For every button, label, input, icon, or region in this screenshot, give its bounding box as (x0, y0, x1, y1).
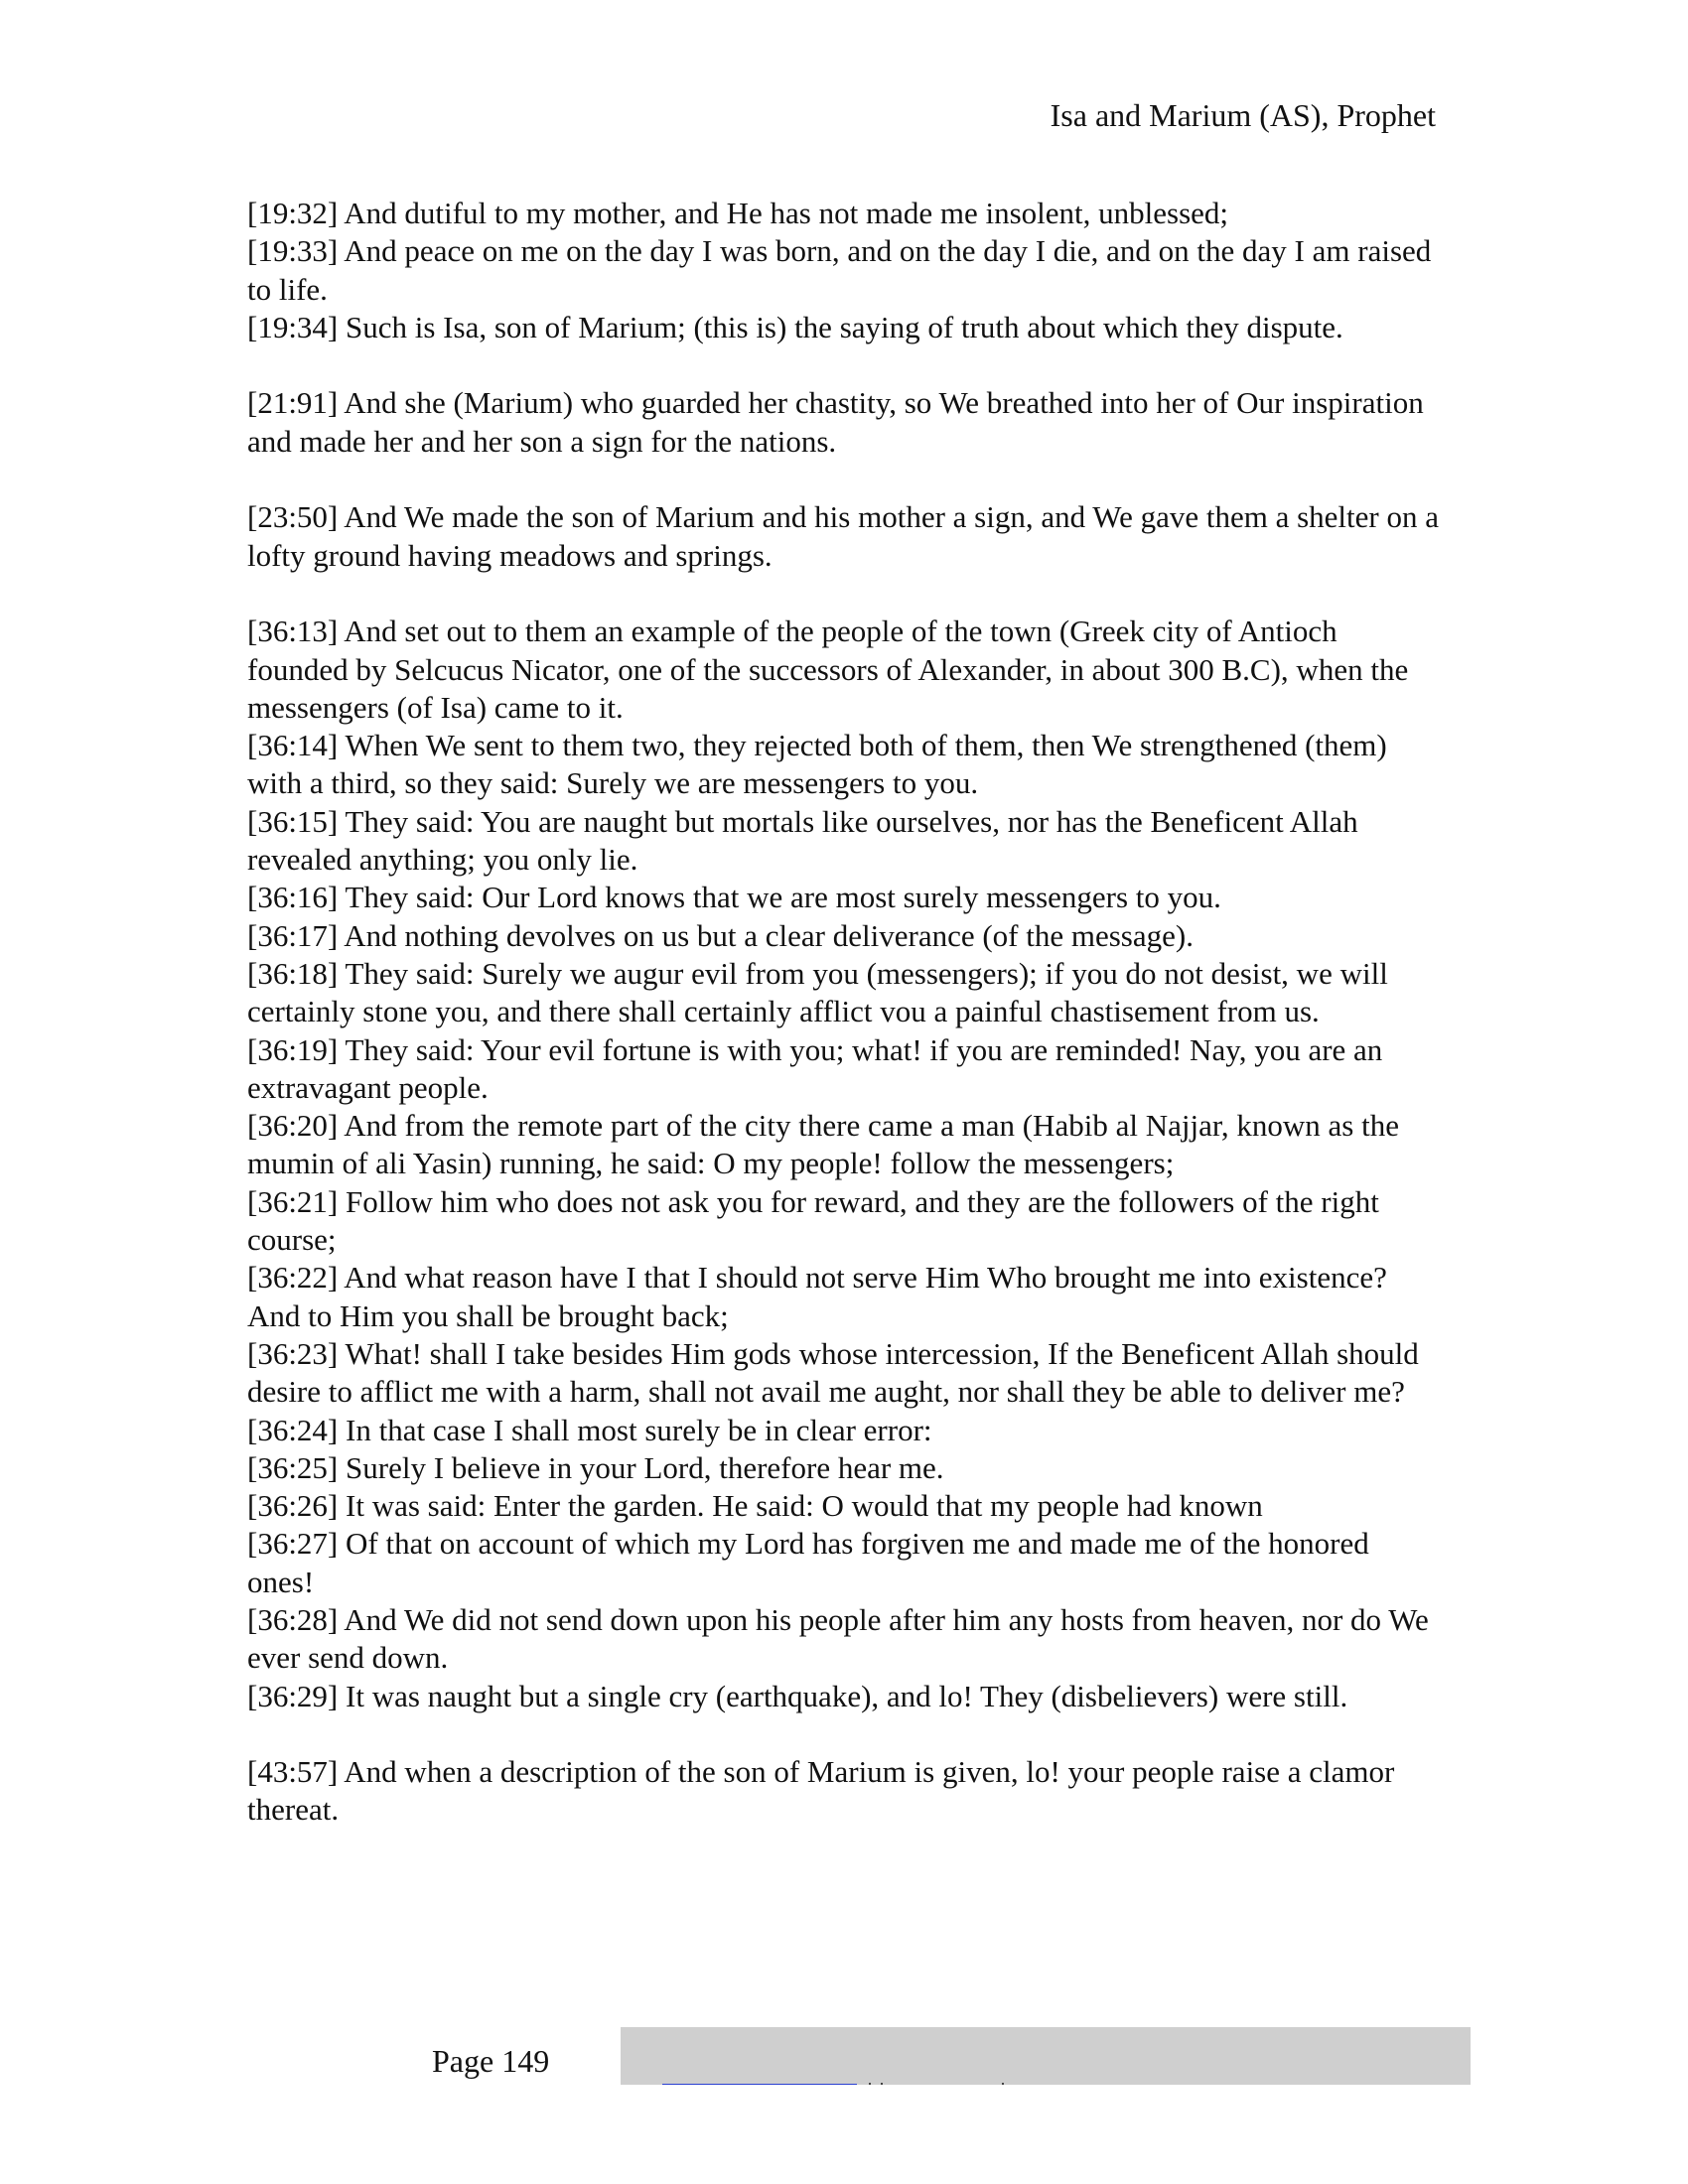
verse-36-15: [36:15] They said: You are naught but mortals like ourselves, nor has the Beneficent Allah revealed anything; you only lie. (247, 803, 1358, 878)
verse-36-16: [36:16] They said: Our Lord knows that we are most surely messengers to you. (247, 880, 1221, 915)
verse-36-20: [36:20] And from the remote part of the city there came a man (Habib al Najjar, known as the mumin of ali Yasin) running, he said: O my people! follow the messengers; (247, 1108, 1399, 1181)
verse-group-19 (247, 195, 1439, 346)
footer-text-fragment (1002, 2083, 1004, 2085)
verse-36-29: [36:29] It was naught but a single cry (earthquake), and lo! They (disbelievers) were still. (247, 1678, 1348, 1713)
verse-36-24: [36:24] In that case I shall most surely be in clear error: (247, 1412, 932, 1447)
verse-36-28: [36:28] And We did not send down upon his people after him any hosts from heaven, nor do We ever send down. (247, 1601, 1429, 1676)
verse-36-27: [36:27] Of that on account of which my Lord has forgiven me and made me of the honored ones! (247, 1526, 1369, 1599)
verse-36-23: [36:23] What! shall I take besides Him gods whose intercession, If the Beneficent Allah should desire to afflict me with a harm, shall not avail me aught, nor shall they be able to deliver me? (247, 1335, 1419, 1410)
verse-43-57: [43:57] And when a description of the son of Marium is given, lo! your people raise a clamor thereat. (247, 1754, 1395, 1828)
verse-group-36 (247, 613, 1439, 1715)
verse-19-33: [19:33] And peace on me on the day I was born, and on the day I die, and on the day I am raised to life. (247, 233, 1432, 307)
verse-36-13: [36:13] And set out to them an example of the people of the town (Greek city of Antioch founded by Selcucus Nicator, one of the successors of Alexander, in about 300 B.C), when the messengers (of Isa) came to it. (247, 614, 1409, 725)
verse-36-17: [36:17] And nothing devolves on us but a clear deliverance (of the message). (247, 917, 1194, 953)
verse-group-21 (247, 384, 1439, 461)
verse-36-22: [36:22] And what reason have I that I should not serve Him Who brought me into existence? And to Him you shall be brought back; (247, 1260, 1387, 1333)
verse-36-26: [36:26] It was said: Enter the garden. He said: O would that my people had known (247, 1488, 1263, 1524)
verse-23-50: [23:50] And We made the son of Marium and his mother a sign, and We gave them a shelter on a lofty ground having meadows and springs. (247, 499, 1439, 573)
footer-text-fragment (869, 2083, 871, 2085)
verse-19-32: [19:32] And dutiful to my mother, and He has not made me insolent, unblessed; (247, 196, 1229, 230)
verse-group-23 (247, 498, 1439, 575)
verse-36-25: [36:25] Surely I believe in your Lord, therefore hear me. (247, 1449, 944, 1485)
verse-36-19: [36:19] They said: Your evil fortune is with you; what! if you are reminded! Nay, you are an extravagant people. (247, 1031, 1383, 1105)
verse-36-14: [36:14] When We sent to them two, they rejected both of them, then We strengthened (them) with a third, so they said: Surely we are messengers to you. (247, 728, 1387, 801)
running-header: Isa and Marium (AS), Prophet (1050, 97, 1436, 133)
verse-21-91: [21:91] And she (Marium) who guarded her chastity, so We breathed into her of Our inspiration and made her and her son a sign for the nations. (247, 385, 1424, 459)
footer-text-fragment (881, 2083, 883, 2085)
verse-19-34: [19:34] Such is Isa, son of Marium; (this is) the saying of truth about which they dispute. (247, 309, 1343, 344)
footer-link-fragment[interactable] (662, 2084, 857, 2085)
footer-gray-box (621, 2027, 1471, 2085)
document-body (247, 195, 1439, 1867)
page-number: Page 149 (432, 2043, 550, 2079)
verse-36-21: [36:21] Follow him who does not ask you for reward, and they are the followers of the right course; (247, 1183, 1379, 1258)
verse-group-43 (247, 1753, 1439, 1830)
verse-36-18: [36:18] They said: Surely we augur evil from you (messengers); if you do not desist, we will certainly stone you, and there shall certainly afflict vou a painful chastisement from us. (247, 955, 1388, 1029)
